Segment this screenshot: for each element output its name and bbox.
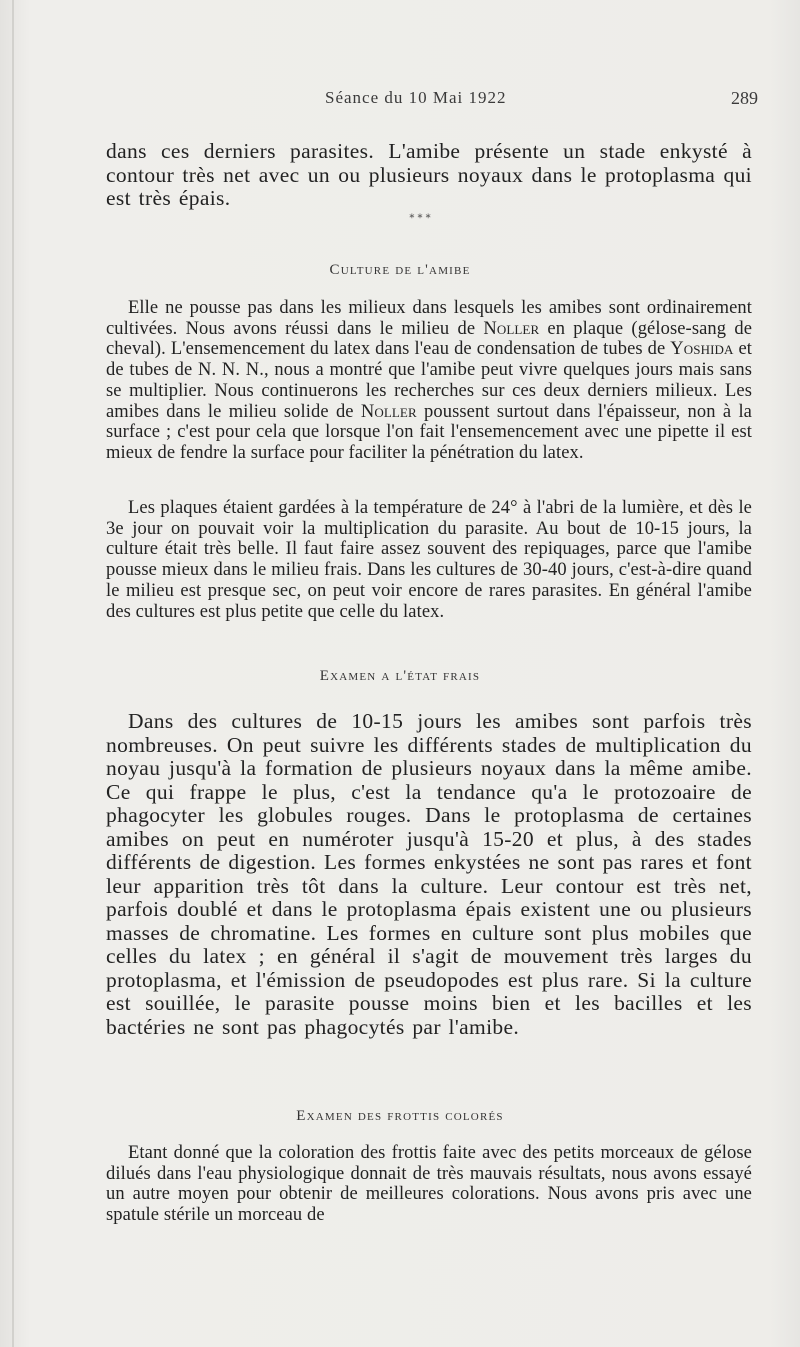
- page-number: 289: [731, 88, 758, 108]
- heading-culture: Culture de l'amibe: [329, 262, 471, 278]
- heading-examen-frottis: Examen des frottis colorés: [296, 1108, 504, 1124]
- asterism: * * *: [409, 213, 431, 224]
- author-yoshida: Yoshida: [670, 339, 734, 360]
- frottis-paragraph-1: Etant donné que la coloration des frottis faite avec des petits morceaux de gélose dilués dans l'eau physiologique donnait de très mauvais résultats, nous avons essayé un autre moyen pour obtenir de meilleures colorations. Nous avons pris avec une spatule stérile un morceau de: [106, 1143, 752, 1226]
- heading-examen-frais: Examen a l'état frais: [319, 668, 481, 684]
- running-title: Séance du 10 Mai 1922: [325, 88, 507, 107]
- frais-paragraph-1: Dans des cultures de 10-15 jours les amibes sont parfois très nombreuses. On peut suivre les différents stades de multiplication du noyau jusqu'à la formation de plusieurs noyaux dans la même amibe. Ce qui frappe le plus, c'est la tendance qu'a le protozoaire de phagocyter les globules rouges. Dans le protoplasma de certaines amibes on peut en numéroter jusqu'à 15-20 et plus, à des stades différents de digestion. Les formes enkystées ne sont pas rares et font leur apparition très tôt dans la culture. Leur contour est très net, parfois doublé et dans le protoplasma épais existent une ou plusieurs masses de chromatine. Les formes en culture sont plus mobiles que celles du latex ; en général il s'agit de mouvement très larges du protoplasma, et l'émission de pseudopodes est plus rare. Si la culture est souillée, le parasite pousse moins bien et les bacilles et les bactéries ne sont pas phagocytés par l'amibe.: [106, 709, 752, 1039]
- culture-paragraph-1: Elle ne pousse pas dans les milieux dans lesquels les amibes sont ordinairement cultivées. Nous avons réussi dans le milieu de Noller en plaque (gélose-sang de cheval). L'ensemencement du latex dans l'eau de condensation de tubes de Yoshida et de tubes de N. N. N., nous a montré que l'amibe peut vivre quelques jours mais sans se multiplier. Nous continuerons les recherches sur ces deux derniers milieux. Les amibes dans le milieu solide de Noller poussent surtout dans l'épaisseur, non à la surface ; c'est pour cela que lorsque l'on fait l'ensemencement avec une pipette il est mieux de fendre la surface pour faciliter la pénétration du latex.: [106, 298, 753, 463]
- author-noller-2: Noller: [360, 401, 417, 422]
- continuation-paragraph: dans ces derniers parasites. L'amibe présente un stade enkysté à contour très net avec un ou plusieurs noyaux dans le protoplasma qui est très épais.: [106, 139, 752, 210]
- culture-paragraph-2: Les plaques étaient gardées à la température de 24° à l'abri de la lumière, et dès le 3e jour on pouvait voir la multiplication du parasite. Au bout de 10-15 jours, la culture était très belle. Il faut faire assez souvent des repiquages, parce que l'amibe pousse mieux dans le milieu frais. Dans les cultures de 30-40 jours, c'est-à-dire quand le milieu est presque sec, on peut voir encore de rares parasites. En général l'amibe des cultures est plus petite que celle du latex.: [106, 498, 752, 622]
- author-noller: Noller: [483, 318, 540, 339]
